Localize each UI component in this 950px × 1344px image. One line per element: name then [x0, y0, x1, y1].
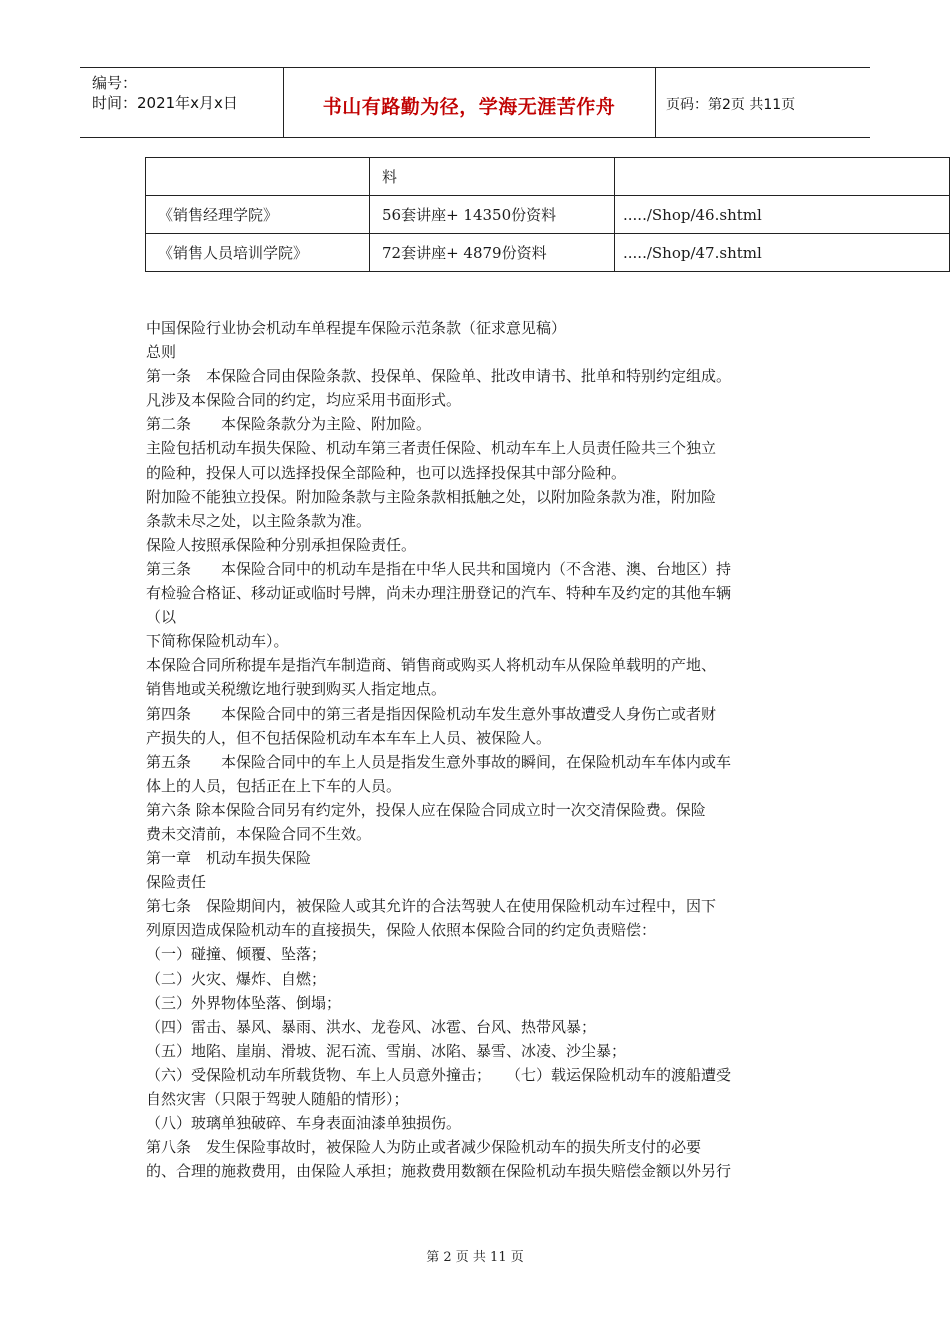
text-line: （五）地陷、崖崩、滑坡、泥石流、雪崩、冰陷、暴雪、冰凌、沙尘暴； [146, 1041, 627, 1060]
resource-link[interactable] [615, 158, 950, 196]
text-line: 第八条 发生保险事故时，被保险人为防止或者减少保险机动车的损失所支付的必要 [146, 1138, 702, 1157]
text-line: 保险责任 [146, 873, 207, 892]
text-line: 第一条 本保险合同由保险条款、投保单、保险单、批改申请书、批单和特别约定组成。 [146, 367, 732, 386]
resource-name [146, 158, 370, 196]
header-page-info: 页码：第2页 共11页 [666, 97, 796, 113]
document-body [146, 316, 816, 1183]
page-header [80, 67, 870, 138]
resource-row [146, 196, 950, 234]
text-line: 列原因造成保险机动车的直接损失，保险人依照本保险合同的约定负责赔偿： [146, 921, 657, 940]
text-line: 保险人按照承保险种分别承担保险责任。 [146, 535, 417, 554]
text-line: 费未交清前，本保险合同不生效。 [146, 824, 372, 843]
text-line: 自然灾害（只限于驾驶人随船的情形）； [146, 1090, 409, 1108]
resource-link[interactable]: ...../Shop/47.shtml [615, 234, 950, 272]
text-line: 总则 [146, 343, 177, 362]
text-line: 第三条 本保险合同中的机动车是指在中华人民共和国境内（不含港、澳、台地区）持 [146, 559, 732, 578]
text-line: 主险包括机动车损失保险、机动车第三者责任保险、机动车车上人员责任险共三个独立 [146, 439, 717, 458]
page-footer: 第 2 页 共 11 页 [426, 1250, 524, 1265]
resource-row [146, 158, 950, 196]
resource-content: 72套讲座+ 4879份资料 [370, 234, 615, 272]
header-motto-cell [283, 68, 656, 137]
resource-row [146, 234, 950, 272]
text-line: 有检验合格证、移动证或临时号牌，尚未办理注册登记的汽车、特种车及约定的其他车辆 [146, 584, 732, 603]
header-motto: 书山有路勤为径，学海无涯苦作舟 [322, 96, 616, 118]
text-line: 第二条 本保险条款分为主险、附加险。 [146, 415, 432, 434]
text-line: 的险种，投保人可以选择投保全部险种，也可以选择投保其中部分险种。 [146, 463, 627, 482]
resource-content: 料 [370, 158, 615, 196]
text-line: 本保险合同所称提车是指汽车制造商、销售商或购买人将机动车从保险单载明的产地、 [146, 656, 717, 675]
text-line: 第六条 除本保险合同另有约定外，投保人应在保险合同成立时一次交清保险费。保险 [146, 800, 706, 819]
text-line: （一）碰撞、倾覆、坠落； [146, 945, 327, 964]
text-line: 产损失的人，但不包括保险机动车本车车上人员、被保险人。 [146, 728, 552, 747]
text-line: 的、合理的施救费用，由保险人承担；施救费用数额在保险机动车损失赔偿金额以外另行 [146, 1162, 732, 1181]
text-line: 下简称保险机动车）。 [146, 632, 289, 651]
text-line: 附加险不能独立投保。附加险条款与主险条款相抵触之处，以附加险条款为准，附加险 [146, 487, 717, 506]
text-line: 凡涉及本保险合同的约定，均应采用书面形式。 [146, 391, 462, 410]
text-line: 中国保险行业协会机动车单程提车保险示范条款（征求意见稿） [146, 319, 567, 337]
resource-content: 56套讲座+ 14350份资料 [370, 196, 615, 234]
text-line: 销售地或关税缴讫地行驶到购买人指定地点。 [146, 680, 447, 699]
text-line: （二）火灾、爆炸、自燃； [146, 969, 327, 988]
text-line: 第七条 保险期间内，被保险人或其允许的合法驾驶人在使用保险机动车过程中，因下 [146, 897, 717, 916]
text-line: 第四条 本保险合同中的第三者是指因保险机动车发生意外事故遭受人身伤亡或者财 [146, 704, 717, 723]
resource-table [145, 157, 950, 272]
document-number-label: 编号： [92, 74, 138, 92]
text-line: 条款未尽之处，以主险条款为准。 [146, 511, 372, 530]
text-line: （三）外界物体坠落、倒塌； [146, 993, 342, 1012]
text-line: （以 [146, 608, 177, 627]
text-line: 第五条 本保险合同中的车上人员是指发生意外事故的瞬间，在保险机动车车体内或车 [146, 752, 732, 771]
resource-name: 《销售经理学院》 [146, 196, 370, 234]
header-meta-cell [80, 68, 284, 137]
text-line: （四）雷击、暴风、暴雨、洪水、龙卷风、冰雹、台风、热带风暴； [146, 1017, 597, 1036]
header-page-cell [656, 68, 870, 137]
text-line: 第一章 机动车损失保险 [146, 849, 312, 868]
document-time-label: 时间：2021年x月x日 [92, 94, 238, 112]
resource-name: 《销售人员培训学院》 [146, 234, 370, 272]
resource-link[interactable]: ...../Shop/46.shtml [615, 196, 950, 234]
text-line: （八）玻璃单独破碎、车身表面油漆单独损伤。 [146, 1114, 462, 1133]
text-line: （六）受保险机动车所载货物、车上人员意外撞击； （七）载运保险机动车的渡船遭受 [146, 1065, 732, 1084]
text-line: 体上的人员，包括正在上下车的人员。 [146, 776, 402, 795]
